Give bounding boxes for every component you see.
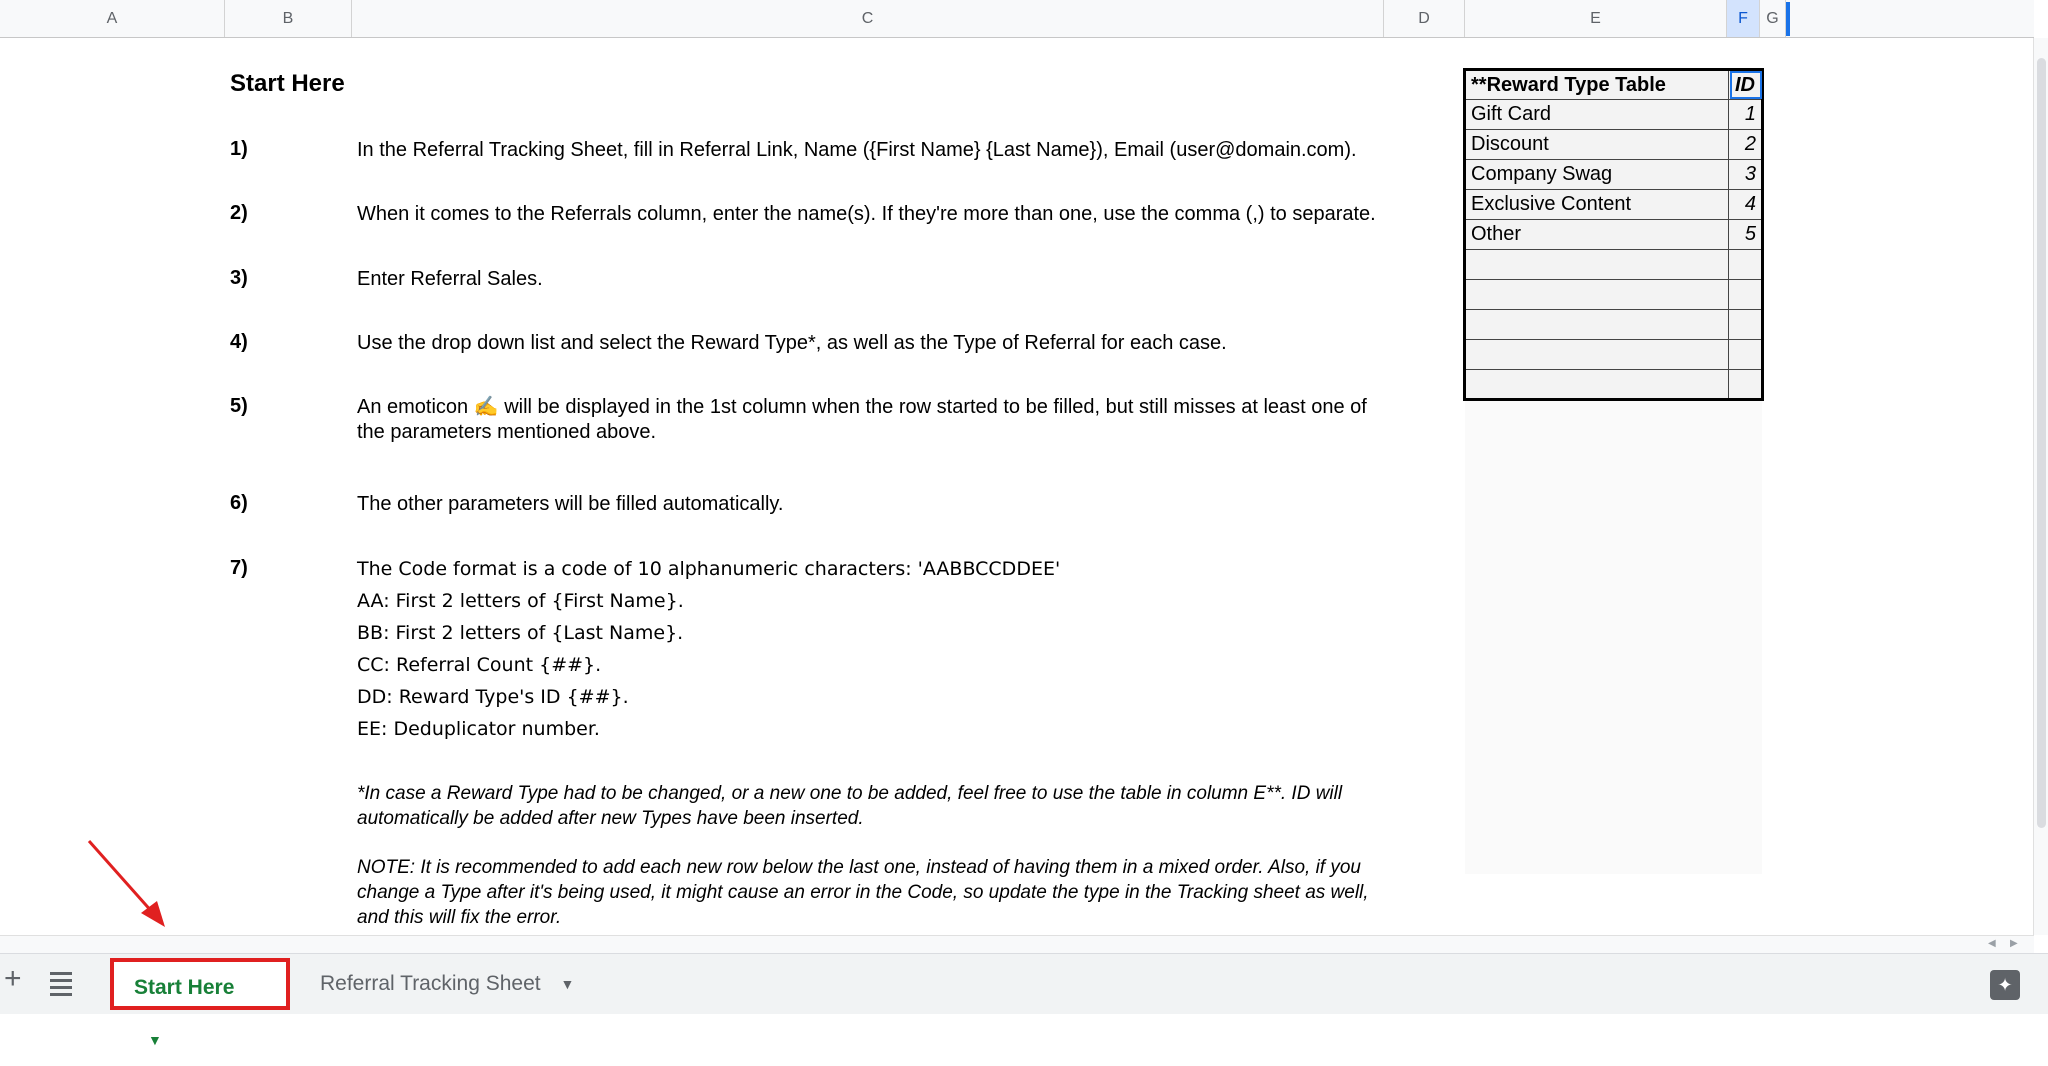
vertical-scroll-thumb[interactable] (2037, 58, 2046, 828)
empty-cell[interactable] (1465, 310, 1729, 340)
all-sheets-menu-icon[interactable] (50, 972, 72, 1000)
column-header-c[interactable]: C (352, 0, 1384, 37)
column-header-g[interactable]: G (1760, 0, 1786, 37)
code-line[interactable]: CC: Referral Count {##}. (357, 654, 602, 676)
empty-cell[interactable] (1729, 280, 1763, 310)
scroll-right-icon[interactable]: ▶ (2010, 938, 2018, 949)
step-text[interactable]: When it comes to the Referrals column, enter the name(s). If they're more than one, use the comma (,) to separate. (357, 203, 1376, 225)
empty-cell[interactable] (1465, 280, 1729, 310)
table-row (1465, 370, 1763, 400)
empty-cell[interactable] (1465, 370, 1729, 400)
vertical-scrollbar[interactable] (2033, 38, 2048, 935)
step-number[interactable]: 7) (230, 557, 248, 579)
table-row (1465, 190, 1763, 220)
step-number[interactable]: 4) (230, 331, 248, 353)
reward-table-header-name[interactable]: **Reward Type Table (1465, 70, 1729, 100)
tab-start-here[interactable] (110, 958, 290, 1049)
table-row (1465, 340, 1763, 370)
table-row (1465, 310, 1763, 340)
annotation-arrow-icon (85, 835, 175, 935)
empty-cell[interactable] (1465, 340, 1729, 370)
tab-referral-tracking-label: Referral Tracking Sheet (320, 972, 541, 995)
reward-id-cell[interactable]: 4 (1729, 190, 1763, 220)
empty-cell[interactable] (1729, 250, 1763, 280)
order-note[interactable]: NOTE: It is recommended to add each new row below the last one, instead of having them in a mixed order. Also, if you change a Type after it's being used, it might cause an error in the Code, so update the type in the Tracking sheet as well, and this will fix the error. (357, 857, 1369, 928)
table-row (1465, 100, 1763, 130)
code-line[interactable]: DD: Reward Type's ID {##}. (357, 686, 629, 708)
table-row (1465, 130, 1763, 160)
scroll-left-icon[interactable]: ◀ (1988, 938, 1996, 949)
column-header-a[interactable]: A (0, 0, 225, 37)
tab-start-here-label: Start Here (134, 976, 235, 999)
step-text[interactable]: Enter Referral Sales. (357, 268, 543, 290)
reward-type-table (1463, 68, 1764, 401)
empty-cell[interactable] (1729, 310, 1763, 340)
step-text[interactable]: The other parameters will be filled automatically. (357, 493, 784, 515)
page-title[interactable]: Start Here (230, 70, 345, 97)
reward-name-cell[interactable]: Exclusive Content (1465, 190, 1729, 220)
step-text[interactable]: The Code format is a code of 10 alphanumeric characters: 'AABBCCDDEE' (357, 558, 1061, 580)
tab-referral-tracking-sheet[interactable] (300, 958, 600, 1010)
empty-cell[interactable] (1729, 370, 1763, 400)
code-line[interactable]: BB: First 2 letters of {Last Name}. (357, 622, 684, 644)
reward-id-cell[interactable]: 5 (1729, 220, 1763, 250)
step-number[interactable]: 6) (230, 492, 248, 514)
column-header-e[interactable]: E (1465, 0, 1727, 37)
code-line[interactable]: AA: First 2 letters of {First Name}. (357, 590, 684, 612)
reward-name-cell[interactable]: Discount (1465, 130, 1729, 160)
chevron-down-icon[interactable]: ▼ (148, 1032, 162, 1049)
step-number[interactable]: 2) (230, 202, 248, 224)
chevron-down-icon[interactable]: ▼ (560, 976, 575, 993)
reward-type-note[interactable]: *In case a Reward Type had to be changed, or a new one to be added, feel free to use the table in column E**. ID will automatically be added after new Types have been inserted. (357, 783, 1343, 829)
empty-cell[interactable] (1465, 250, 1729, 280)
reward-table-header-row (1465, 70, 1763, 100)
step-number[interactable]: 3) (230, 267, 248, 289)
add-sheet-button[interactable]: + (4, 962, 22, 995)
step-text[interactable]: Use the drop down list and select the Reward Type*, as well as the Type of Referral for each case. (357, 332, 1227, 354)
column-resize-handle[interactable] (1786, 2, 1790, 36)
column-header-bar (0, 0, 2034, 38)
code-line[interactable]: EE: Deduplicator number. (357, 718, 600, 740)
sheet-tab-bar (0, 953, 2048, 1049)
step-text[interactable]: An emoticon ✍ will be displayed in the 1st column when the row started to be filled, but still misses at least one of the parameters mentioned above. (357, 396, 1367, 443)
column-header-d[interactable]: D (1384, 0, 1465, 37)
table-row (1465, 250, 1763, 280)
step-number[interactable]: 1) (230, 138, 248, 160)
reward-id-cell[interactable]: 1 (1729, 100, 1763, 130)
reward-name-cell[interactable]: Other (1465, 220, 1729, 250)
table-row (1465, 160, 1763, 190)
step-text[interactable]: In the Referral Tracking Sheet, fill in Referral Link, Name ({First Name} {Last Name}), Email (user@domain.com). (357, 139, 1357, 161)
reward-id-cell[interactable]: 2 (1729, 130, 1763, 160)
column-header-f[interactable]: F (1727, 0, 1760, 37)
table-row (1465, 220, 1763, 250)
reward-name-cell[interactable]: Company Swag (1465, 160, 1729, 190)
reward-table-header-id[interactable]: ID (1729, 70, 1763, 100)
explore-icon[interactable]: ✦ (1990, 970, 2020, 1000)
table-row (1465, 280, 1763, 310)
column-header-b[interactable]: B (225, 0, 352, 37)
reward-name-cell[interactable]: Gift Card (1465, 100, 1729, 130)
step-number[interactable]: 5) (230, 395, 248, 417)
reward-id-cell[interactable]: 3 (1729, 160, 1763, 190)
horizontal-scrollbar[interactable] (0, 935, 2034, 953)
empty-cell[interactable] (1729, 340, 1763, 370)
